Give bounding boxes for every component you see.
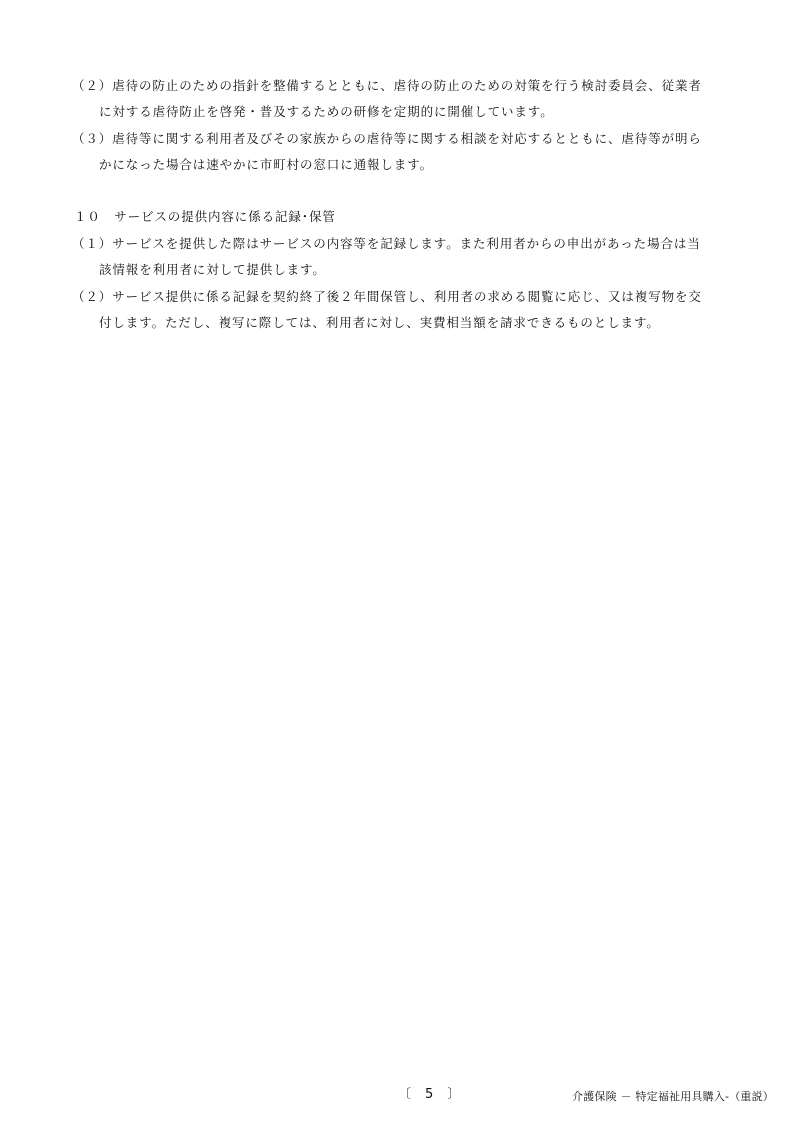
section9-item2-line1: （２）虐待の防止のための指針を整備するとともに、虐待の防止のための対策を行う検討委員会、従業者 — [72, 78, 702, 93]
section10-heading: １０ サービスの提供内容に係る記録･保管 — [74, 209, 336, 224]
page-number-value: 5 — [425, 1087, 434, 1102]
section10-item2-line1: （２）サービス提供に係る記録を契約終了後２年間保管し、利用者の求める閲覧に応じ、又は複写物を交 — [72, 289, 702, 304]
page-number — [398, 1087, 460, 1103]
section9-item3-line2: かになった場合は速やかに市町村の窓口に通報します。 — [99, 157, 434, 172]
section9-item2-line2: に対する虐待防止を啓発・普及するための研修を定期的に開催しています。 — [99, 104, 554, 119]
section10-item2-line2: 付します。ただし、複写に際しては、利用者に対し、実費相当額を請求できるものとします。 — [99, 315, 660, 330]
section10-item1-line2: 該情報を利用者に対して提供します。 — [99, 262, 326, 277]
page-bracket-close: 〕 — [447, 1087, 461, 1102]
section10-item1-line1: （１）サービスを提供した際はサービスの内容等を記録します。また利用者からの申出があった場合は当 — [72, 236, 701, 251]
page-bracket-open: 〔 — [398, 1087, 412, 1102]
footer-note: 介護保険 － 特定福祉用具購入-（重説） — [572, 1090, 774, 1103]
section9-item3-line1: （３）虐待等に関する利用者及びその家族からの虐待等に関する相談を対応するとともに、虐待等が明ら — [72, 131, 702, 146]
